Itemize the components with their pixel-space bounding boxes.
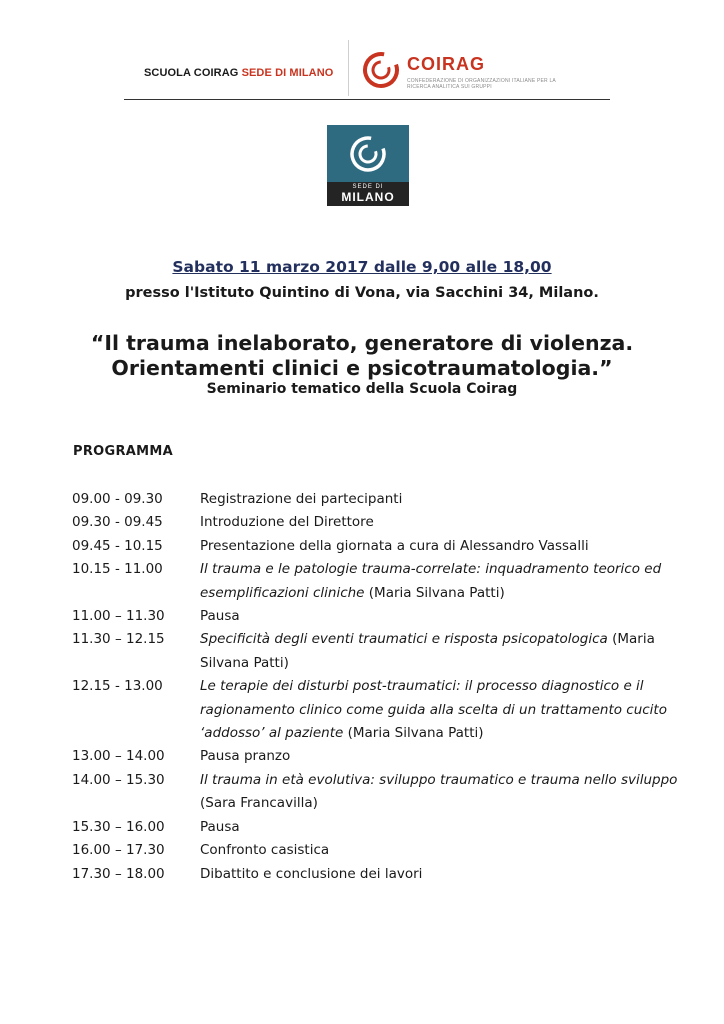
talk-title: Il trauma in età evolutiva: sviluppo traumatico e trauma nello sviluppo xyxy=(200,771,678,788)
schedule-desc: Presentazione della giornata a cura di Alessandro Vassalli xyxy=(200,537,589,554)
schedule-row xyxy=(72,558,692,605)
school-name xyxy=(144,67,333,79)
badge-label xyxy=(327,182,409,206)
schedule-row xyxy=(72,535,692,558)
talk-speaker: (Maria Silvana Patti) xyxy=(343,725,484,742)
schedule-desc xyxy=(200,769,692,816)
talk-speaker: (Maria Silvana Patti) xyxy=(364,584,505,601)
schedule-time: 09.00 - 09.30 xyxy=(72,491,163,507)
schedule-time: 14.00 – 15.30 xyxy=(72,771,165,788)
coirag-logo-icon xyxy=(361,50,401,90)
schedule-time: 13.00 – 14.00 xyxy=(72,748,165,765)
schedule-time: 12.15 - 13.00 xyxy=(72,678,163,695)
event-title-line2: Orientamenti clinici e psicotraumatologia.” xyxy=(111,356,613,380)
schedule-row xyxy=(72,511,692,534)
schedule-desc: Dibattito e conclusione dei lavori xyxy=(200,865,423,882)
talk-speaker: (Sara Francavilla) xyxy=(200,795,318,812)
schedule-row xyxy=(72,745,692,768)
schedule-row xyxy=(72,488,692,511)
school-branch: SEDE DI MILANO xyxy=(241,67,334,79)
schedule-desc: Confronto casistica xyxy=(200,842,330,859)
schedule-time: 09.30 - 09.45 xyxy=(72,514,163,531)
schedule-row xyxy=(72,675,692,745)
schedule-row xyxy=(72,863,692,886)
schedule-row xyxy=(72,769,692,816)
talk-title: Il trauma e le patologie trauma-correlate: inquadramento teorico ed esemplificazioni cliniche xyxy=(200,561,662,601)
schedule-time: 11.30 – 12.15 xyxy=(72,631,165,648)
badge-line2: MILANO xyxy=(341,190,395,204)
schedule-time: 09.45 - 10.15 xyxy=(72,537,163,554)
header-divider xyxy=(348,40,349,96)
talk-title: Specificità degli eventi traumatici e risposta psicopatologica xyxy=(200,631,608,648)
schedule-desc xyxy=(200,558,692,605)
schedule-time: 11.00 – 11.30 xyxy=(72,608,165,625)
schedule-row xyxy=(72,839,692,862)
schedule-desc: Pausa xyxy=(200,608,240,625)
badge-line1: SEDE DI xyxy=(352,184,384,190)
schedule-desc: Registrazione dei partecipanti xyxy=(200,491,403,507)
schedule-row xyxy=(72,605,692,628)
event-subtitle: Seminario tematico della Scuola Coirag xyxy=(206,381,518,397)
schedule-time: 16.00 – 17.30 xyxy=(72,842,165,859)
schedule-desc: Pausa xyxy=(200,818,240,835)
brand-name: COIRAG xyxy=(407,54,485,74)
schedule-desc: Pausa pranzo xyxy=(200,748,291,765)
brand-subtitle: CONFEDERAZIONE DI ORGANIZZAZIONI ITALIANE PER LA RICERCA ANALITICA SUI GRUPPI xyxy=(407,78,556,90)
schedule-row xyxy=(72,816,692,839)
event-title-line1: “Il trauma inelaborato, generatore di violenza. xyxy=(90,331,634,355)
letterhead xyxy=(124,40,610,100)
schedule-desc xyxy=(200,675,692,745)
program-heading: PROGRAMMA xyxy=(73,444,173,459)
badge-logo-icon xyxy=(347,133,389,175)
schedule-time: 10.15 - 11.00 xyxy=(72,561,163,578)
sede-milano-badge xyxy=(327,125,409,206)
talk-speaker: (Maria Silvana Patti) xyxy=(200,631,655,671)
school-name-main: SCUOLA COIRAG xyxy=(144,67,239,79)
schedule-row xyxy=(72,628,692,675)
schedule-desc: Introduzione del Direttore xyxy=(200,514,374,531)
header-rule xyxy=(124,99,610,100)
schedule-desc xyxy=(200,628,692,675)
event-venue: presso l'Istituto Quintino di Vona, via Sacchini 34, Milano. xyxy=(125,285,599,301)
event-date: Sabato 11 marzo 2017 dalle 9,00 alle 18,00 xyxy=(172,258,552,276)
schedule-time: 15.30 – 16.00 xyxy=(72,818,165,835)
program-schedule xyxy=(72,488,692,886)
talk-title: Le terapie dei disturbi post-traumatici: il processo diagnostico e il ragionamento clinico come guida alla scelta di un trattamento cucito ‘addosso’ al paziente xyxy=(200,678,667,742)
schedule-time: 17.30 – 18.00 xyxy=(72,865,165,882)
